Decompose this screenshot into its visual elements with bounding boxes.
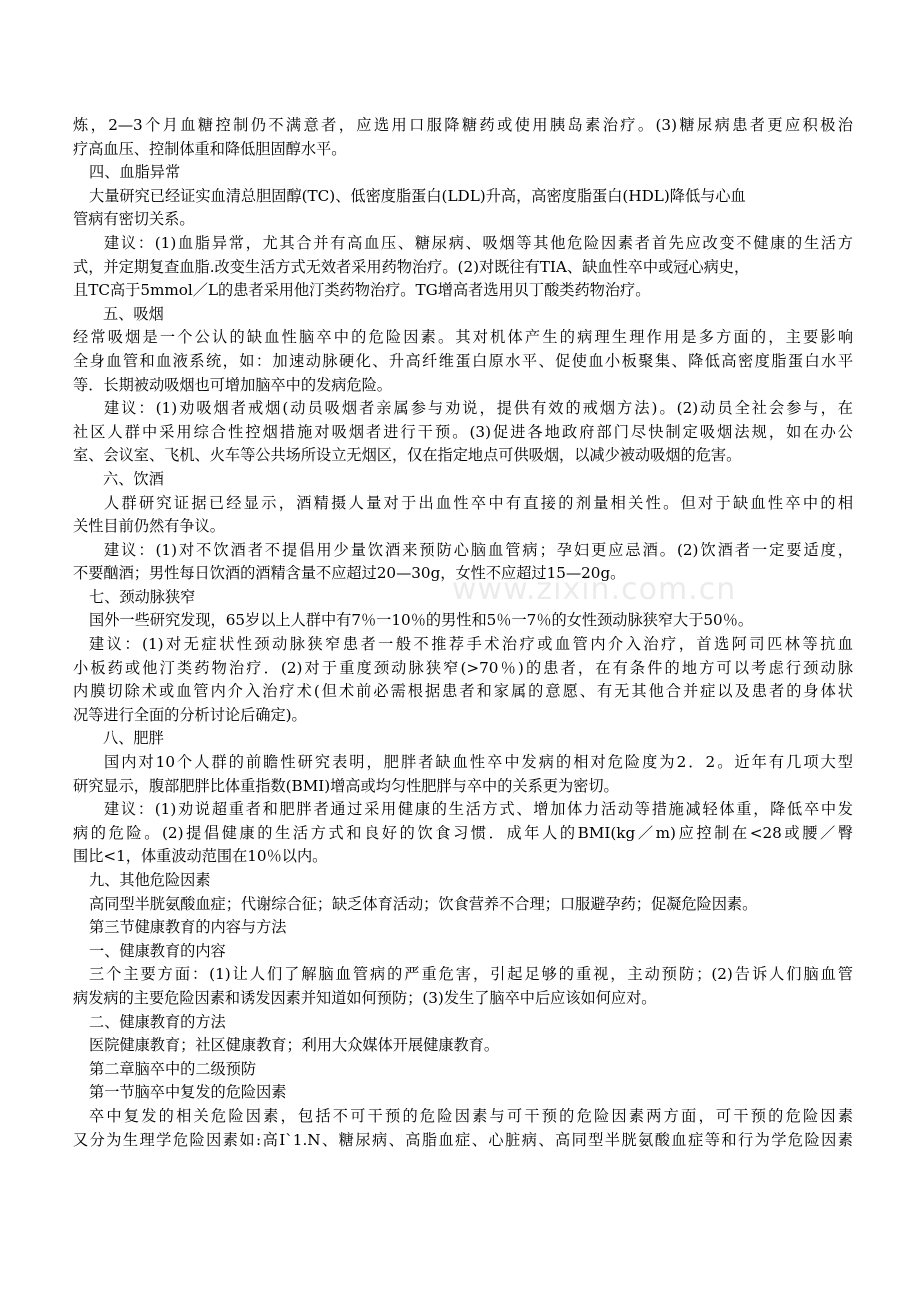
paragraph-line: 炼，2—3个月血糖控制仍不满意者，应选用口服降糖药或使用胰岛素治疗。(3)糖尿病患者更应积极治 [73, 116, 853, 134]
section-heading: 第三节健康教育的内容与方法 [89, 918, 287, 937]
paragraph-line: 全身血管和血液系统，如：加速动脉硬化、升高纤维蛋白原水平、促使血小板聚集、降低高密度脂蛋白水平 [73, 351, 853, 370]
paragraph-line: 经常吸烟是一个公认的缺血性脑卒中的危险因素。其对机体产生的病理生理作用是多方面的，主要影响 [73, 328, 853, 347]
paragraph-line: 小板药或他汀类药物治疗．(2)对于重度颈动脉狭窄(>70％)的患者，在有条件的地方可以考虑行颈动脉 [73, 658, 853, 677]
paragraph-line: 又分为生理学危险因素如:高I`1.N、糖尿病、高脂血症、心脏病、高同型半胱氨酸血症等和行为学危险因素 [73, 1130, 853, 1149]
paragraph-line: 建议：(1)对无症状性颈动脉狭窄患者一般不推荐手术治疗或血管内介入治疗，首选阿司匹林等抗血 [89, 635, 853, 654]
section-heading: 九、其他危险因素 [89, 871, 211, 889]
paragraph-line: 国内对10个人群的前瞻性研究表明，肥胖者缺血性卒中发病的相对危险度为2．2。近年有几项大型 [104, 753, 853, 772]
section-heading: 八、肥胖 [103, 729, 164, 748]
section-heading: 二、健康教育的方法 [89, 1012, 226, 1031]
paragraph-line: 研究显示，腹部肥胖比体重指数(BMI)增高或均匀性肥胖与卒中的关系更为密切。 [73, 776, 619, 795]
paragraph-line: 人群研究证据已经显示，酒精摄人量对于出血性卒中有直接的剂量相关性。但对于缺血性卒中的相 [104, 493, 853, 512]
section-heading: 七、颈动脉狭窄 [89, 587, 196, 606]
chapter-heading: 第二章脑卒中的二级预防 [89, 1059, 257, 1078]
paragraph-line: 等．长期被动吸烟也可增加脑卒中的发病危险。 [73, 375, 392, 394]
paragraph-line: 高同型半胱氨酸血症；代谢综合征；缺乏体育活动；饮食营养不合理；口服避孕药；促凝危险因素。 [89, 894, 758, 913]
paragraph-line: 式，并定期复查血脂.改变生活方式无效者采用药物治疗。(2)对既往有TIA、缺血性卒中或冠心病史， [73, 257, 750, 276]
paragraph-line: 疗高血压、控制体重和降低胆固醇水平。 [73, 139, 347, 158]
paragraph-line: 病的危险。(2)提倡健康的生活方式和良好的饮食习惯．成年人的BMI(kg／m)应控制在<28或腰／臀 [73, 823, 853, 842]
paragraph-line: 内膜切除术或血管内介入治疗术(但术前必需根据患者和家属的意愿、有无其他合并症以及患者的身体状 [73, 682, 853, 701]
paragraph-line: 建议：(1)劝吸烟者戒烟(动员吸烟者亲属参与劝说，提供有效的戒烟方法)。(2)动员全社会参与，在 [104, 399, 853, 418]
paragraph-line: 社区人群中采用综合性控烟措施对吸烟者进行干预。(3)促进各地政府部门尽快制定吸烟法规，如在办公 [73, 422, 853, 441]
section-heading: 四、血脂异常 [89, 163, 181, 182]
paragraph-line: 三个主要方面：(1)让人们了解脑血管病的严重危害，引起足够的重视，主动预防；(2)告诉人们脑血管 [89, 965, 853, 984]
paragraph-line: 况等进行全面的分析讨论后确定)。 [73, 705, 307, 724]
section-heading: 一、健康教育的内容 [89, 941, 226, 960]
paragraph-line: 建议：(1)劝说超重者和肥胖者通过采用健康的生活方式、增加体力活动等措施减轻体重，降低卒中发 [104, 800, 853, 819]
section-heading: 五、吸烟 [103, 304, 164, 323]
paragraph-line: 且TC高于5mmol／L的患者采用他汀类药物治疗。TG增高者选用贝丁酸类药物治疗。 [73, 281, 651, 300]
paragraph-line: 国外一些研究发现，65岁以上人群中有7％一10％的男性和5％一7％的女性颈动脉狭窄大于50％。 [89, 611, 754, 630]
paragraph-line: 大量研究已经证实血清总胆固醇(TC)、低密度脂蛋白(LDL)升高，高密度脂蛋白(HDL)降低与心血 [89, 186, 746, 205]
document-page [73, 114, 853, 1152]
paragraph-line: 围比<1，体重波动范围在10％以内。 [73, 847, 328, 866]
paragraph-line: 不要酗酒；男性每日饮酒的酒精含量不应超过20—30g，女性不应超过15—20g。 [73, 564, 626, 583]
section-heading: 六、饮酒 [103, 469, 164, 488]
paragraph-line: 医院健康教育；社区健康教育；利用大众媒体开展健康教育。 [89, 1036, 500, 1055]
paragraph-line: 病发病的主要危险因素和诱发因素并知道如何预防；(3)发生了脑卒中后应该如何应对。 [73, 988, 657, 1007]
paragraph-line: 卒中复发的相关危险因素，包括不可干预的危险因素与可干预的危险因素两方面，可干预的危险因素 [89, 1106, 853, 1125]
paragraph-line: 建议：(1)血脂异常，尤其合并有高血压、糖尿病、吸烟等其他危险因素者首先应改变不健康的生活方 [104, 233, 853, 252]
watermark: www.zixin.com.cn [452, 572, 737, 607]
section-heading: 第一节脑卒中复发的危险因素 [89, 1083, 287, 1102]
paragraph-line: 关性目前仍然有争议。 [73, 517, 225, 536]
paragraph-line: 室、会议室、飞机、火车等公共场所设立无烟区，仅在指定地点可供吸烟，以减少被动吸烟的危害。 [73, 446, 742, 465]
paragraph-line: 建议：(1)对不饮酒者不提倡用少量饮酒来预防心脑血管病；孕妇更应忌酒。(2)饮酒者一定要适度， [104, 540, 853, 559]
paragraph-line: 管病有密切关系。 [73, 210, 195, 229]
